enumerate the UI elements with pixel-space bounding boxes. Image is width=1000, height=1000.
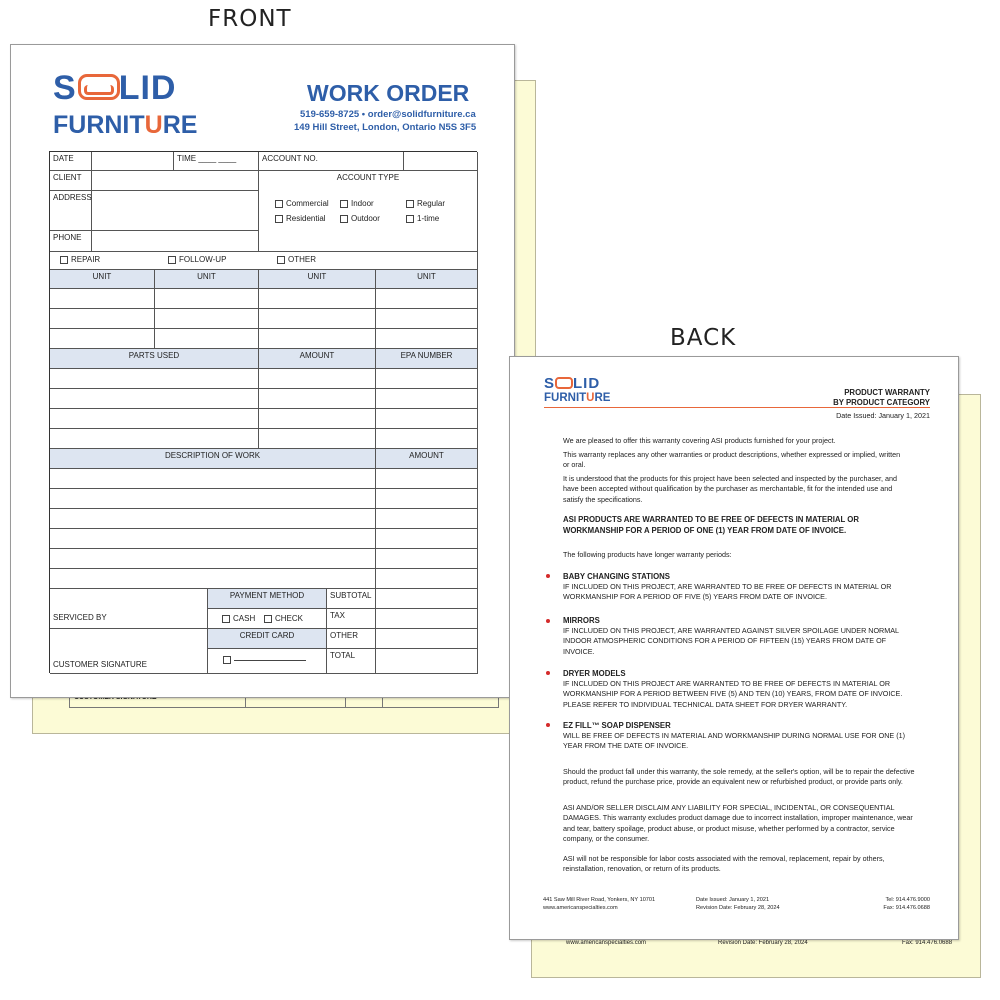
parts-cell[interactable] bbox=[50, 429, 259, 449]
logo-furnit: FURNIT bbox=[53, 111, 145, 139]
parts-amount-cell[interactable] bbox=[259, 409, 376, 429]
bullet-icon bbox=[546, 723, 550, 727]
epa-number-header: EPA NUMBER bbox=[376, 349, 478, 369]
parts-cell[interactable] bbox=[50, 409, 259, 429]
footer-fax: Fax: 914.476.0688 bbox=[883, 905, 930, 911]
unit-header-4: UNIT bbox=[376, 270, 478, 289]
parts-used-header: PARTS USED bbox=[50, 349, 259, 369]
checkbox-regular[interactable]: Regular bbox=[406, 199, 445, 208]
replace-paragraph: This warranty replaces any other warranties or product descriptions, whether expressed or implied, written or oral. bbox=[563, 450, 901, 470]
footer-revision-date: Revision Date: February 28, 2024 bbox=[696, 905, 780, 911]
parts-cell[interactable] bbox=[50, 389, 259, 409]
labor-paragraph: ASI will not be responsible for labor costs associated with the removal, replacement, repair by others, reinstallation, renovation, or return of its products. bbox=[563, 854, 885, 874]
credit-card-field[interactable] bbox=[208, 649, 327, 674]
payment-method-header: PAYMENT METHOD bbox=[208, 589, 327, 609]
client-field[interactable] bbox=[92, 171, 259, 191]
account-no-label: ACCOUNT NO. bbox=[259, 152, 404, 171]
item-text-baby-stations: IF INCLUDED ON THIS PROJECT, ARE WARRANTED TO BE FREE OF DEFECTS IN MATERIAL OR WORKMANSHIP FOR A PERIOD OF FIVE (5) YEARS FROM DATE OF INVOICE. bbox=[563, 582, 892, 602]
back-label: BACK bbox=[670, 325, 737, 351]
footer-tel: Tel: 914.476.9000 bbox=[885, 897, 930, 903]
unit-cell[interactable] bbox=[50, 289, 155, 309]
description-cell[interactable] bbox=[50, 489, 376, 509]
checkbox-other[interactable]: OTHER bbox=[277, 255, 316, 264]
checkbox-cash[interactable]: CASH bbox=[222, 614, 255, 623]
date-field[interactable] bbox=[92, 152, 174, 171]
unit-header-3: UNIT bbox=[259, 270, 376, 289]
footer-website: www.americanspecialties.com bbox=[543, 905, 618, 911]
disclaim-paragraph: ASI AND/OR SELLER DISCLAIM ANY LIABILITY FOR SPECIAL, INCIDENTAL, OR CONSEQUENTIAL DAMAGES. This warranty excludes product damage due to incorrect installation, improper maintenance, wear and tear, battery spoilage, product abuse, or product misuse, whether performed by a contractor, service company, or the consumer. bbox=[563, 803, 913, 844]
item-title-ez-fill: EZ FILL™ SOAP DISPENSER bbox=[563, 721, 671, 730]
work-amount-cell[interactable] bbox=[376, 509, 478, 529]
time-field[interactable] bbox=[174, 152, 259, 171]
work-amount-header: AMOUNT bbox=[376, 449, 478, 469]
unit-header-1: UNIT bbox=[50, 270, 155, 289]
longer-periods-line: The following products have longer warranty periods: bbox=[563, 550, 732, 559]
work-order-form bbox=[49, 151, 477, 673]
checkbox-follow-up[interactable]: FOLLOW-UP bbox=[168, 255, 226, 264]
description-cell[interactable] bbox=[50, 509, 376, 529]
checkbox-outdoor[interactable]: Outdoor bbox=[340, 214, 380, 223]
total-label: TOTAL bbox=[327, 649, 376, 674]
warranty-title-1: PRODUCT WARRANTY bbox=[844, 388, 930, 397]
subtotal-field[interactable] bbox=[376, 589, 478, 609]
unit-cell[interactable] bbox=[50, 309, 155, 329]
checkbox-repair[interactable]: REPAIR bbox=[60, 255, 100, 264]
checkbox-indoor[interactable]: Indoor bbox=[340, 199, 374, 208]
work-amount-cell[interactable] bbox=[376, 529, 478, 549]
parts-cell[interactable] bbox=[50, 369, 259, 389]
parts-amount-cell[interactable] bbox=[259, 369, 376, 389]
unit-cell[interactable] bbox=[259, 309, 376, 329]
header-rule bbox=[544, 407, 930, 408]
work-amount-cell[interactable] bbox=[376, 549, 478, 569]
item-text-mirrors: IF INCLUDED ON THIS PROJECT, ARE WARRANTED AGAINST SILVER SPOILAGE UNDER NORMAL INDOOR ATMOSPHERIC CONDITIONS FOR A PERIOD OF FIFTEEN (15) YEARS FROM DATE OF INVOICE. bbox=[563, 626, 899, 656]
customer-signature-label: CUSTOMER SIGNATURE bbox=[50, 629, 208, 674]
epa-cell[interactable] bbox=[376, 409, 478, 429]
warranty-title-2: BY PRODUCT CATEGORY bbox=[833, 398, 930, 407]
phone-field[interactable] bbox=[92, 231, 259, 252]
phone-label: PHONE bbox=[50, 231, 92, 252]
work-amount-cell[interactable] bbox=[376, 469, 478, 489]
back-brand-logo: S LID FURNITURE bbox=[544, 375, 611, 404]
warranty-headline: ASI PRODUCTS ARE WARRANTED TO BE FREE OF DEFECTS IN MATERIAL OR WORKMANSHIP FOR A PERIOD OF ONE (1) YEAR FROM DATE OF INVOICE. bbox=[563, 515, 860, 536]
remedy-paragraph: Should the product fall under this warranty, the sole remedy, at the seller's option, will be to repair the defective product, refund the purchase price, provide an equivalent new or refurbished product, or provide parts only. bbox=[563, 767, 915, 787]
epa-cell[interactable] bbox=[376, 369, 478, 389]
description-cell[interactable] bbox=[50, 549, 376, 569]
checkbox-1-time[interactable]: 1-time bbox=[406, 214, 439, 223]
unit-cell[interactable] bbox=[50, 329, 155, 349]
carbon-footer-revision: Revision Date: February 28, 2024 bbox=[718, 940, 808, 946]
item-title-baby-stations: BABY CHANGING STATIONS bbox=[563, 572, 670, 581]
carbon-footer-fax: Fax: 914.476.0688 bbox=[902, 940, 953, 946]
work-amount-cell[interactable] bbox=[376, 569, 478, 589]
tax-field[interactable] bbox=[376, 609, 478, 629]
parts-amount-header: AMOUNT bbox=[259, 349, 376, 369]
item-title-mirrors: MIRRORS bbox=[563, 616, 600, 625]
serviced-by-label: SERVICED BY bbox=[50, 589, 208, 629]
other-field[interactable] bbox=[376, 629, 478, 649]
account-type-label: ACCOUNT TYPE bbox=[336, 173, 400, 182]
item-title-dryer: DRYER MODELS bbox=[563, 669, 626, 678]
description-cell[interactable] bbox=[50, 469, 376, 489]
credit-card-header: CREDIT CARD bbox=[208, 629, 327, 649]
checkbox-residential[interactable]: Residential bbox=[275, 214, 326, 223]
parts-amount-cell[interactable] bbox=[259, 429, 376, 449]
front-sheet bbox=[10, 44, 515, 698]
description-header: DESCRIPTION OF WORK bbox=[50, 449, 376, 469]
account-no-field[interactable] bbox=[404, 152, 478, 171]
bullet-icon bbox=[546, 671, 550, 675]
checkbox-commercial[interactable]: Commercial bbox=[275, 199, 329, 208]
time-blanks: ____ ____ bbox=[198, 154, 237, 163]
unit-cell[interactable] bbox=[155, 289, 259, 309]
item-text-dryer: IF INCLUDED ON THIS PROJECT ARE WARRANTED TO BE FREE OF DEFECTS IN MATERIAL OR WORKMANSHIP FOR A PERIOD BETWEEN FIVE (5) AND TEN (10) YEARS, FROM DATE OF INVOICE. PLEASE REFER TO INDIVIDUAL TECHNICAL DATA SHEET FOR DRYER WARRANTY. bbox=[563, 679, 903, 709]
other-label: OTHER bbox=[327, 629, 376, 649]
work-amount-cell[interactable] bbox=[376, 489, 478, 509]
intro-paragraph: We are pleased to offer this warranty covering ASI products furnished for your project. bbox=[563, 436, 836, 445]
logo-re: RE bbox=[162, 111, 198, 139]
back-sheet bbox=[509, 356, 959, 940]
front-label: FRONT bbox=[208, 6, 292, 32]
unit-cell[interactable] bbox=[376, 309, 478, 329]
item-text-ez-fill: WILL BE FREE OF DEFECTS IN MATERIAL AND WORKMANSHIP DURING NORMAL USE FOR ONE (1) YEAR FROM THE DATE OF INVOICE. bbox=[563, 731, 905, 751]
unit-cell[interactable] bbox=[155, 309, 259, 329]
logo-u: U bbox=[144, 111, 163, 139]
footer-date-issued: Date Issued: January 1, 2021 bbox=[696, 897, 770, 903]
carbon-footer-web: www.americanspecialties.com bbox=[566, 940, 647, 946]
address-label: ADDRESS bbox=[50, 191, 92, 231]
contact-line: 519-659-8725 • order@solidfurniture.ca bbox=[300, 109, 476, 120]
bullet-icon bbox=[546, 574, 550, 578]
date-issued: Date Issued: January 1, 2021 bbox=[836, 411, 930, 420]
address-field[interactable] bbox=[92, 191, 259, 231]
total-field[interactable] bbox=[376, 649, 478, 674]
bullet-icon bbox=[546, 619, 550, 623]
brand-logo bbox=[53, 69, 223, 139]
subtotal-label: SUBTOTAL bbox=[327, 589, 376, 609]
back-sofa-icon bbox=[555, 377, 573, 389]
understood-paragraph: It is understood that the products for this project have been selected and inspected by the purchaser, and have been accepted without qualification by the purchaser as merchantable, fit for the intended use and satisfy the specifications. bbox=[563, 474, 898, 504]
footer-address: 441 Saw Mill River Road, Yonkers, NY 10701 bbox=[543, 897, 656, 903]
unit-cell[interactable] bbox=[376, 289, 478, 309]
unit-header-2: UNIT bbox=[155, 270, 259, 289]
service-type-row bbox=[50, 252, 478, 270]
unit-cell[interactable] bbox=[376, 329, 478, 349]
client-label: CLIENT bbox=[50, 171, 92, 191]
description-cell[interactable] bbox=[50, 529, 376, 549]
unit-cell[interactable] bbox=[155, 329, 259, 349]
unit-cell[interactable] bbox=[259, 289, 376, 309]
work-order-title: WORK ORDER bbox=[307, 80, 470, 106]
checkbox-check[interactable]: CHECK bbox=[264, 614, 303, 623]
time-label: TIME bbox=[177, 154, 197, 163]
epa-cell[interactable] bbox=[376, 429, 478, 449]
unit-cell[interactable] bbox=[259, 329, 376, 349]
address-line: 149 Hill Street, London, Ontario N5S 3F5 bbox=[294, 122, 477, 133]
logo-lid: LID bbox=[118, 69, 177, 107]
epa-cell[interactable] bbox=[376, 389, 478, 409]
description-cell[interactable] bbox=[50, 569, 376, 589]
tax-label: TAX bbox=[327, 609, 376, 629]
account-type-box bbox=[259, 171, 478, 252]
date-label: DATE bbox=[50, 152, 92, 171]
logo-s: S bbox=[53, 69, 77, 107]
parts-amount-cell[interactable] bbox=[259, 389, 376, 409]
